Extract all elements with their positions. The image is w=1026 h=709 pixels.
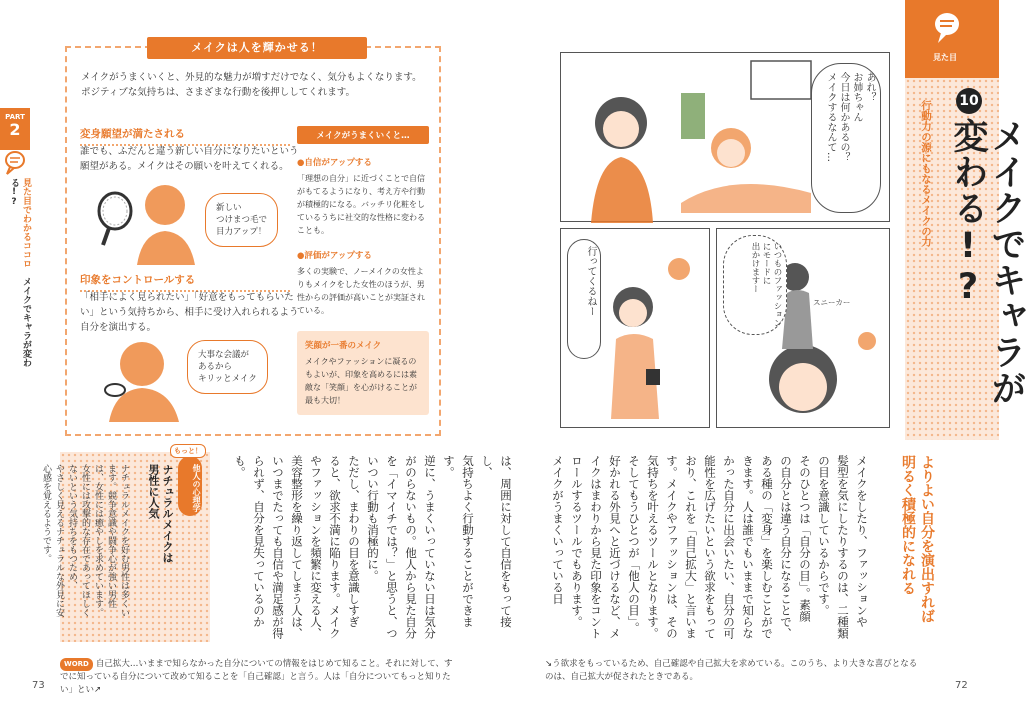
- column-badge-small: もっと！: [170, 444, 206, 458]
- column-badge: [178, 456, 202, 516]
- left-body-line: ると、欲求不満に陥ります。メイク: [328, 455, 342, 639]
- left-body-line: いつまでたっても自信や満足感が得: [271, 455, 285, 639]
- bubble-eyelash: 新しい つけまつ毛で 目力アップ！: [205, 193, 278, 247]
- confidence-heading: ●自信がアップする: [297, 158, 372, 168]
- info-box-intro: メイクがうまくいくと、外見的な魅力が増すだけでなく、気分もよくなります。ポジティブな気持ちは、さまざまな行動を後押ししてくれます。: [81, 72, 422, 98]
- left-body-line: ただし、まわりの目を意識しすぎ: [347, 455, 361, 628]
- banner-top: [905, 0, 999, 78]
- speech-bubble-going-out: 行ってくるねー: [567, 239, 601, 359]
- column-text-line: は、女性には癒やしを求めています。: [93, 464, 103, 617]
- benefits-column: [297, 126, 429, 415]
- left-body-line: 逆に、うまくいっていない日は気分: [423, 455, 437, 639]
- right-body-line: おり、これを「自己拡大」と言いま: [684, 455, 698, 639]
- speech-bubble-sister: あれ？ お姉ちゃん 今日は何かあるの？ メイクするなんて…: [811, 63, 881, 213]
- page-number-right: 72: [955, 680, 968, 691]
- smile-tip-box: [297, 331, 429, 415]
- psychology-column: [41, 447, 210, 642]
- left-body-line: 美容整形を繰り返してしまう人は、: [290, 455, 304, 639]
- side-chapter-title: メイクでキャラが変わる!?: [9, 178, 31, 367]
- woman-with-mirror-illustration: [87, 173, 207, 265]
- right-subheading: [898, 455, 936, 640]
- illustration-mirror: [87, 173, 297, 265]
- part-label: PART: [5, 113, 25, 121]
- column-text-line: 心感を覚えるようです。: [41, 464, 51, 563]
- smile-tip-heading: 笑顔が一番のメイク: [305, 341, 382, 351]
- left-body-line: は、周囲に対して自信をもって接し、: [480, 455, 513, 628]
- column-text: [39, 464, 130, 634]
- subheading-line-2: 明るく積極的になれる: [900, 455, 916, 595]
- right-body-line: 好かれる外見へと近づけるなど、メ: [608, 455, 622, 639]
- chapter-number: 10: [956, 88, 982, 114]
- confidence-text: 「理想の自分」に近づくことで自信がもてるようになり、考え方や行動が積極的になる。バッチリ化粧をしているうちに社交的な性格に変わることも。: [297, 174, 425, 235]
- column-text-line: ます。競争意識や闘争心が強い男性: [106, 464, 116, 608]
- subheading-line-1: よりよい自分を演出すれば: [919, 455, 935, 623]
- section2-text: 「相手によく見られたい」「好意をもってもらいたい」という気持ちから、相手に受け入れられるよう自分を演出する。: [80, 292, 299, 333]
- right-body-line: の目を意識しているからです。: [817, 455, 831, 616]
- right-body-line: 気持ちを叶えるツールとなります。: [646, 455, 660, 639]
- left-body-line: がのらないもの。他人から見た自分: [404, 455, 418, 639]
- column-text-line: ナチュラルメイクを好む男性は多くい: [119, 464, 129, 617]
- info-box: [65, 41, 441, 436]
- left-body-line: を「イマイチでは？」と思うと、つ: [385, 455, 399, 639]
- word-text-left: 自己拡大…いままで知らなかった自分についての情報をはじめて知ること。それに対して、すでに知っている自分について改めて知ることを「自己確認」と言う。人は「自分についてもっと知りたい」とい↗: [60, 659, 453, 695]
- right-body-line: の自分とは違う自分になることで、: [779, 455, 793, 639]
- speech-bubble-icon: [933, 10, 961, 46]
- side-part-a: 見た目でわかる: [21, 178, 31, 241]
- section2-heading: 印象をコントロールする: [80, 272, 290, 292]
- section1-text: 誰でも、ふだんと違う新しい自分になりたいという願望がある。メイクはその願いを叶えてくれる。: [80, 146, 299, 172]
- speech-bubble-icon: [4, 150, 26, 176]
- smile-tip-text: メイクやファッションに凝るのもよいが、印象を高めるには素敵な「笑顔」を心がけることが最も大切！: [305, 357, 417, 405]
- manga-panel-2: [560, 228, 710, 428]
- left-body-line: いつい行動も消極的に。: [366, 455, 380, 582]
- manga-panel-3: [716, 228, 890, 428]
- bubble-meeting: 大事な会議が あるから キリッとメイク: [187, 340, 268, 394]
- side-chapter-text: [8, 178, 32, 378]
- left-body-line: られず、自分を見失っているのかも。: [233, 455, 266, 628]
- section1-heading: 変身願望が満たされる: [80, 126, 290, 146]
- right-body-line: そのひとつは「自分の目」。素顔: [798, 455, 812, 622]
- column-badge-label: 他人の心理学: [192, 464, 201, 512]
- column-title-b: 男性に人気: [147, 464, 160, 519]
- part-tab: [0, 108, 30, 150]
- left-body-text: [230, 455, 515, 640]
- right-body-text: [548, 455, 871, 640]
- right-body-line: イクはまわりから見た印象をコント: [589, 455, 603, 639]
- part-number: 2: [9, 120, 21, 139]
- info-box-title: メイクは人を輝かせる！: [147, 37, 367, 59]
- right-body-line: メイクがうまくいっている日: [551, 455, 565, 605]
- left-body-line: やファッションを頻繁に変える人、: [309, 455, 323, 639]
- evaluation-heading: ●評価がアップする: [297, 251, 372, 261]
- right-body-line: メイクをしたり、ファッションや: [855, 455, 869, 628]
- right-body-line: ロールするツールでもあります。: [570, 455, 584, 628]
- evaluation-text: 多くの実験で、ノーメイクの女性よりもメイクをした女性のほうが、男性からの評価が高いことが実証されている。: [297, 267, 425, 315]
- right-body-line: す。メイクやファッションは、その: [665, 455, 679, 639]
- column-text-line: 女性には攻撃的な存在であってほしく: [80, 464, 90, 617]
- word-footnote-left: [60, 658, 460, 697]
- column-text-line: やさしく見えるナチュラルな外見に安: [54, 464, 64, 617]
- page-number-left: 73: [32, 680, 45, 691]
- right-body-line: ある種の「変身」を楽しむことがで: [760, 455, 774, 639]
- right-body-line: きます。人は誰でもいままで知らな: [741, 455, 755, 639]
- word-footnote-right: ↘う欲求をもっているため、自己確認や自己拡大を求めている。このうち、より大きな喜びとなるのは、自己拡大が促されたときである。: [545, 659, 918, 682]
- column-title-a: ナチュラルメイクは: [161, 464, 174, 563]
- chapter-subtitle: 行動力の源にもなるメイクの力: [920, 100, 932, 247]
- chapter-banner: [905, 0, 1026, 440]
- right-body-line: かった自分に出会いたい、自分の可: [722, 455, 736, 639]
- right-body-line: そしてもうひとつが「他人の目」。: [627, 455, 641, 634]
- right-body-line: 能性を広げたいという欲求をもって: [703, 455, 717, 639]
- sneaker-label: スニーカー: [813, 298, 851, 307]
- column-title: [146, 464, 174, 624]
- chapter-title: メイクでキャラが変わる!?: [948, 118, 1026, 406]
- word-badge: WORD: [60, 658, 93, 671]
- banner-label: 見た目: [933, 53, 957, 62]
- manga-panel-1: [560, 52, 890, 222]
- illustration-compact: [87, 330, 297, 422]
- left-body-line: 気持ちよく行動することができます。: [442, 455, 475, 628]
- right-body-line: 髪型を気にしたりするのは、二種類: [836, 455, 850, 639]
- thought-bubble: いつものファッションにモードに 出かけますー: [723, 235, 787, 335]
- benefits-badge: メイクがうまくいくと…: [297, 126, 429, 144]
- side-part-b: ココロ: [21, 241, 31, 268]
- column-text-line: ないという気持ちをもつため、: [67, 464, 77, 590]
